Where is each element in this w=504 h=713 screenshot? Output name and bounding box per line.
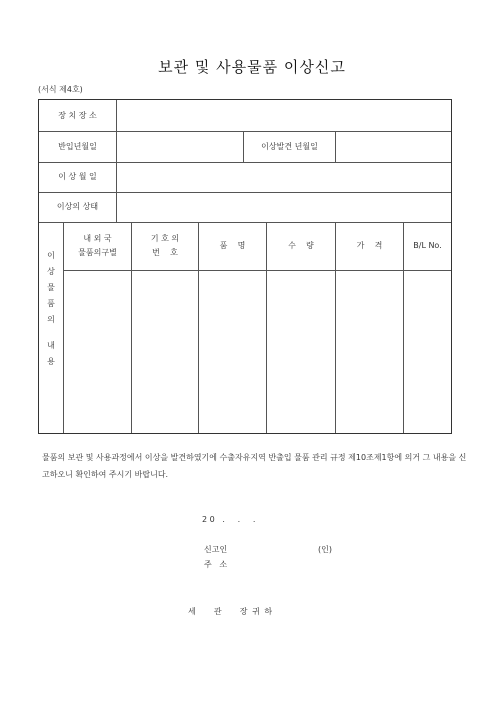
anomaly-date-label: 이 상 월 일	[58, 172, 97, 181]
column-header-bl-no: B/L No.	[413, 241, 442, 250]
column-header-goods-type: 내 외 국 물품의구별	[78, 234, 117, 257]
side-label-char: 용	[47, 357, 55, 366]
anomaly-date-field[interactable]	[117, 162, 451, 192]
seal-mark: (인)	[318, 545, 332, 554]
storage-location-field[interactable]	[117, 100, 451, 131]
item-name-entry[interactable]	[199, 271, 266, 433]
side-label-char: 상	[47, 267, 55, 276]
discovered-date-field[interactable]	[336, 131, 451, 162]
anomaly-goods-content-label	[39, 248, 63, 370]
side-label-char: 내	[47, 341, 55, 350]
address-label: 주 소	[204, 560, 228, 569]
quantity-entry[interactable]	[267, 271, 335, 433]
bl-no-entry[interactable]	[404, 271, 451, 433]
column-header-item-name: 품 명	[219, 241, 246, 250]
anomaly-status-field[interactable]	[117, 192, 451, 222]
price-entry[interactable]	[336, 271, 403, 433]
column-header-quantity: 수 량	[288, 241, 314, 250]
side-label-gap	[39, 328, 63, 338]
column-header-price: 가 격	[356, 241, 383, 250]
report-statement: 물품의 보관 및 사용과정에서 이상을 발견하였기에 수출자유지역 반출입 물품 관리 규정 제10조제1항에 의거 그 내용을 신고하오니 확인하여 주시기 바랍니다.	[42, 453, 467, 479]
addressee: 세 관 장 귀 하	[188, 607, 273, 616]
side-label-char: 물	[47, 283, 55, 292]
reporter-label: 신고인	[204, 545, 228, 554]
side-label-char: 이	[47, 251, 55, 260]
storage-location-label: 장 치 장 소	[58, 110, 97, 120]
document-title: 보관 및 사용물품 이상신고	[158, 58, 346, 76]
side-label-char: 의	[47, 315, 55, 324]
discovered-date-label: 이상발견 년월일	[261, 141, 318, 151]
received-date-field[interactable]	[117, 131, 243, 162]
column-header-mark-number: 기 호 의 번 호	[150, 234, 180, 257]
report-date: 2 0 . . .	[202, 515, 256, 524]
form-number: (서식 제4호)	[38, 85, 83, 94]
anomaly-status-label: 이상의 상태	[56, 202, 99, 211]
goods-type-entry[interactable]	[64, 271, 131, 433]
side-label-char: 품	[47, 299, 55, 308]
mark-number-entry[interactable]	[132, 271, 198, 433]
received-date-label: 반입년월일	[58, 141, 97, 151]
report-form-table	[38, 99, 452, 434]
